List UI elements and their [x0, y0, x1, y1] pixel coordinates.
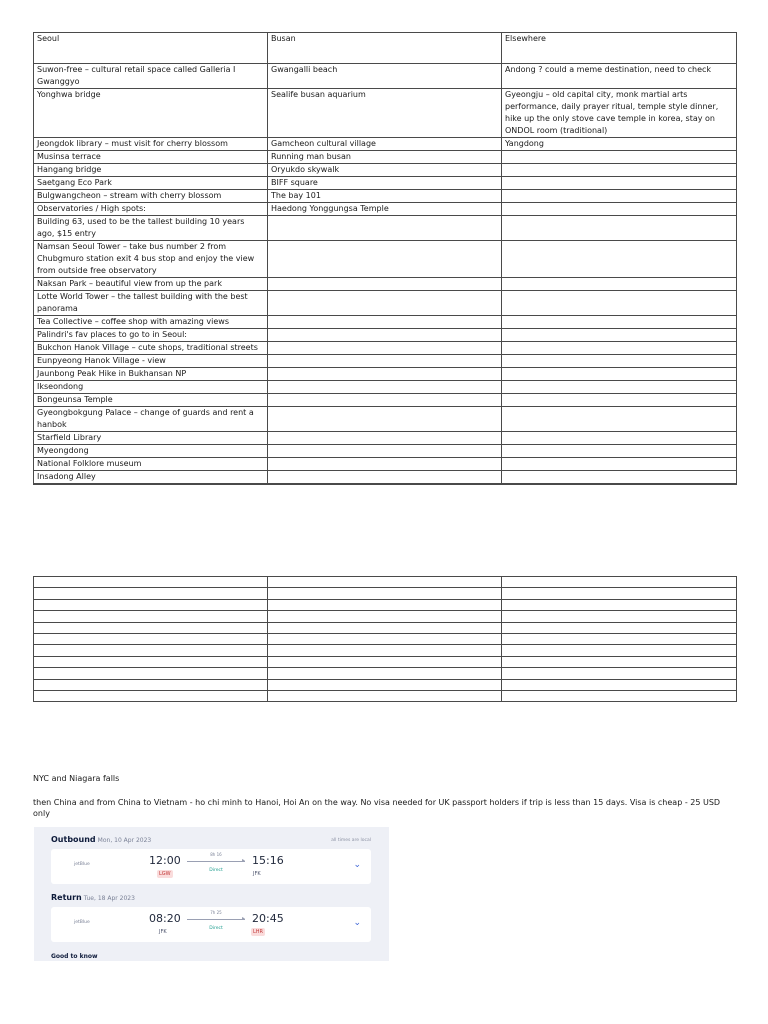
cell-busan	[268, 216, 502, 241]
arrival-time: 15:16	[252, 854, 284, 867]
cell-busan	[268, 342, 502, 355]
return-title: Return	[51, 893, 82, 902]
empty-cell	[34, 633, 268, 644]
cell-elsewhere	[502, 407, 737, 432]
empty-table-row	[34, 679, 737, 690]
outbound-heading	[51, 835, 151, 844]
empty-cell	[502, 633, 737, 644]
cell-seoul: Building 63, used to be the tallest building 10 years ago, $15 entry	[34, 216, 268, 241]
table-row	[34, 407, 737, 432]
route-line	[187, 919, 245, 920]
table-row	[34, 394, 737, 407]
cell-busan: Gwangalli beach	[268, 64, 502, 89]
table-row	[34, 445, 737, 458]
empty-cell	[502, 577, 737, 588]
empty-table-row	[34, 656, 737, 667]
cell-seoul: Saetgang Eco Park	[34, 177, 268, 190]
table-row	[34, 151, 737, 164]
cell-busan: Sealife busan aquarium	[268, 89, 502, 138]
cell-elsewhere	[502, 471, 737, 484]
header-elsewhere: Elsewhere	[502, 33, 737, 64]
flight-duration: 7h 25	[210, 910, 222, 915]
cell-elsewhere	[502, 216, 737, 241]
cell-elsewhere	[502, 432, 737, 445]
cell-busan	[268, 368, 502, 381]
cell-elsewhere	[502, 394, 737, 407]
empty-cell	[268, 599, 502, 610]
cell-seoul: Palindri's fav places to go to in Seoul:	[34, 329, 268, 342]
local-times-note: all times are local	[331, 838, 371, 843]
cell-seoul: Eunpyeong Hanok Village - view	[34, 355, 268, 368]
cell-elsewhere: Andong ? could a meme destination, need to check	[502, 64, 737, 89]
cell-seoul: Bulgwangcheon – stream with cherry blossom	[34, 190, 268, 203]
cell-busan	[268, 484, 502, 485]
airline-logo: jetBlue	[74, 920, 90, 925]
empty-cell	[268, 645, 502, 656]
departure-time: 12:00	[149, 854, 181, 867]
empty-table-row	[34, 633, 737, 644]
cell-seoul: Starfield Library	[34, 432, 268, 445]
table-row	[34, 432, 737, 445]
cell-elsewhere	[502, 278, 737, 291]
table-row	[34, 471, 737, 484]
empty-table-row	[34, 645, 737, 656]
places-table	[33, 32, 737, 485]
cell-elsewhere	[502, 164, 737, 177]
return-leg[interactable]	[51, 907, 371, 942]
cell-busan: Oryukdo skywalk	[268, 164, 502, 177]
empty-cell	[268, 656, 502, 667]
arrival-airport-code: LHR	[253, 929, 264, 935]
cell-busan: The bay 101	[268, 190, 502, 203]
cell-seoul: Jeongdok library – must visit for cherry blossom	[34, 138, 268, 151]
table-header-row	[34, 33, 737, 64]
cell-seoul: Myeongdong	[34, 445, 268, 458]
cell-busan	[268, 278, 502, 291]
empty-cell	[502, 611, 737, 622]
table-row	[34, 316, 737, 329]
arrow-right-icon: ▸	[242, 857, 246, 864]
cell-seoul: Jaunbong Peak Hike in Bukhansan NP	[34, 368, 268, 381]
note-nyc: NYC and Niagara falls	[33, 774, 120, 783]
cell-elsewhere	[502, 445, 737, 458]
empty-cell	[34, 668, 268, 679]
table-row	[34, 342, 737, 355]
header-busan: Busan	[268, 33, 502, 64]
cell-elsewhere	[502, 368, 737, 381]
empty-table-row	[34, 611, 737, 622]
cell-seoul: Naksan Park – beautiful view from up the park	[34, 278, 268, 291]
cell-busan	[268, 458, 502, 471]
cell-seoul: Insadong Alley	[34, 471, 268, 484]
cell-elsewhere	[502, 151, 737, 164]
table-row	[34, 458, 737, 471]
cell-busan	[268, 355, 502, 368]
empty-cell	[502, 656, 737, 667]
cell-elsewhere	[502, 177, 737, 190]
table-row	[34, 177, 737, 190]
empty-cell	[268, 622, 502, 633]
table-row	[34, 484, 737, 485]
departure-airport-code: LGW	[159, 871, 171, 877]
empty-cell	[268, 690, 502, 701]
return-heading	[51, 893, 135, 902]
empty-table-row	[34, 622, 737, 633]
empty-cell	[34, 656, 268, 667]
table-row	[34, 329, 737, 342]
good-to-know-heading: Good to know	[51, 953, 98, 960]
cell-busan	[268, 291, 502, 316]
cell-elsewhere	[502, 381, 737, 394]
cell-busan	[268, 445, 502, 458]
cell-busan: Gamcheon cultural village	[268, 138, 502, 151]
cell-elsewhere	[502, 190, 737, 203]
cell-busan: Haedong Yonggungsa Temple	[268, 203, 502, 216]
cell-seoul: Observatories / High spots:	[34, 203, 268, 216]
departure-time: 08:20	[149, 912, 181, 925]
outbound-title: Outbound	[51, 835, 96, 844]
arrival-airport-code: JFK	[253, 871, 261, 877]
cell-busan: Running man busan	[268, 151, 502, 164]
empty-cell	[268, 611, 502, 622]
empty-cell	[502, 599, 737, 610]
flight-duration: 8h 16	[210, 852, 222, 857]
route-line	[187, 861, 245, 862]
table-row	[34, 89, 737, 138]
empty-cell	[502, 668, 737, 679]
cell-seoul: Bongeunsa Temple	[34, 394, 268, 407]
cell-elsewhere	[502, 458, 737, 471]
table-row	[34, 190, 737, 203]
note-vietnam: then China and from China to Vietnam - ho chi minh to Hanoi, Hoi An on the way. No visa needed for UK passport holders if trip is less than 15 days. Visa is cheap - 25 USD only	[33, 798, 721, 818]
empty-cell	[268, 668, 502, 679]
empty-cell	[502, 645, 737, 656]
cell-seoul: Lotte World Tower – the tallest building with the best panorama	[34, 291, 268, 316]
empty-cell	[34, 690, 268, 701]
outbound-date: Mon, 10 Apr 2023	[97, 837, 152, 844]
cell-seoul: Ikseondong	[34, 381, 268, 394]
cell-busan	[268, 329, 502, 342]
empty-cell	[34, 599, 268, 610]
empty-cell	[34, 577, 268, 588]
empty-table-row	[34, 668, 737, 679]
cell-seoul: Bukchon Hanok Village – cute shops, traditional streets	[34, 342, 268, 355]
empty-cell	[502, 588, 737, 599]
table-row	[34, 164, 737, 177]
table-row	[34, 381, 737, 394]
empty-cell	[268, 577, 502, 588]
cell-busan	[268, 432, 502, 445]
cell-elsewhere	[502, 355, 737, 368]
cell-busan	[268, 407, 502, 432]
table-row	[34, 138, 737, 151]
empty-cell	[34, 588, 268, 599]
cell-elsewhere	[502, 203, 737, 216]
empty-cell	[34, 611, 268, 622]
table-row	[34, 64, 737, 89]
cell-elsewhere	[502, 329, 737, 342]
table-row	[34, 216, 737, 241]
empty-cell	[268, 588, 502, 599]
cell-seoul	[34, 484, 268, 485]
cell-seoul: Suwon-free – cultural retail space called Galleria I Gwanggyo	[34, 64, 268, 89]
cell-elsewhere	[502, 316, 737, 329]
cell-seoul: Musinsa terrace	[34, 151, 268, 164]
cell-elsewhere: Yangdong	[502, 138, 737, 151]
table-row	[34, 241, 737, 278]
table-row	[34, 291, 737, 316]
cell-seoul: Namsan Seoul Tower – take bus number 2 from Chubgmuro station exit 4 bus stop and enjoy the view from outside free observatory	[34, 241, 268, 278]
arrival-time: 20:45	[252, 912, 284, 925]
cell-elsewhere	[502, 241, 737, 278]
cell-busan	[268, 471, 502, 484]
empty-table-row	[34, 588, 737, 599]
stops-label: Direct	[209, 868, 223, 873]
table-row	[34, 355, 737, 368]
cell-elsewhere	[502, 291, 737, 316]
empty-cell	[34, 622, 268, 633]
arrow-right-icon: ▸	[242, 915, 246, 922]
chevron-down-icon[interactable]: ⌄	[353, 860, 361, 870]
departure-airport-code: JFK	[159, 929, 167, 935]
cell-elsewhere	[502, 342, 737, 355]
empty-cell	[34, 679, 268, 690]
cell-elsewhere: Gyeongju – old capital city, monk martial arts performance, daily prayer ritual, temple style dinner, hike up the only stove cave temple in korea, stay on ONDOL room (traditional)	[502, 89, 737, 138]
cell-elsewhere	[502, 484, 737, 485]
empty-table-row	[34, 577, 737, 588]
cell-busan	[268, 394, 502, 407]
airline-logo: jetBlue	[74, 862, 90, 867]
flight-screenshot-card	[34, 827, 389, 961]
empty-table	[33, 576, 737, 702]
cell-busan	[268, 316, 502, 329]
table-row	[34, 368, 737, 381]
empty-cell	[268, 679, 502, 690]
outbound-leg[interactable]	[51, 849, 371, 884]
chevron-down-icon[interactable]: ⌄	[353, 918, 361, 928]
header-seoul: Seoul	[34, 33, 268, 64]
cell-seoul: National Folklore museum	[34, 458, 268, 471]
cell-busan	[268, 381, 502, 394]
cell-busan: BIFF square	[268, 177, 502, 190]
empty-cell	[34, 645, 268, 656]
cell-seoul: Gyeongbokgung Palace – change of guards and rent a hanbok	[34, 407, 268, 432]
stops-label: Direct	[209, 926, 223, 931]
cell-seoul: Yonghwa bridge	[34, 89, 268, 138]
empty-table-row	[34, 690, 737, 701]
cell-seoul: Hangang bridge	[34, 164, 268, 177]
empty-cell	[502, 690, 737, 701]
empty-table-row	[34, 599, 737, 610]
empty-cell	[268, 633, 502, 644]
empty-cell	[502, 679, 737, 690]
table-row	[34, 203, 737, 216]
return-date: Tue, 18 Apr 2023	[83, 895, 135, 902]
cell-seoul: Tea Collective – coffee shop with amazing views	[34, 316, 268, 329]
empty-cell	[502, 622, 737, 633]
cell-busan	[268, 241, 502, 278]
table-row	[34, 278, 737, 291]
